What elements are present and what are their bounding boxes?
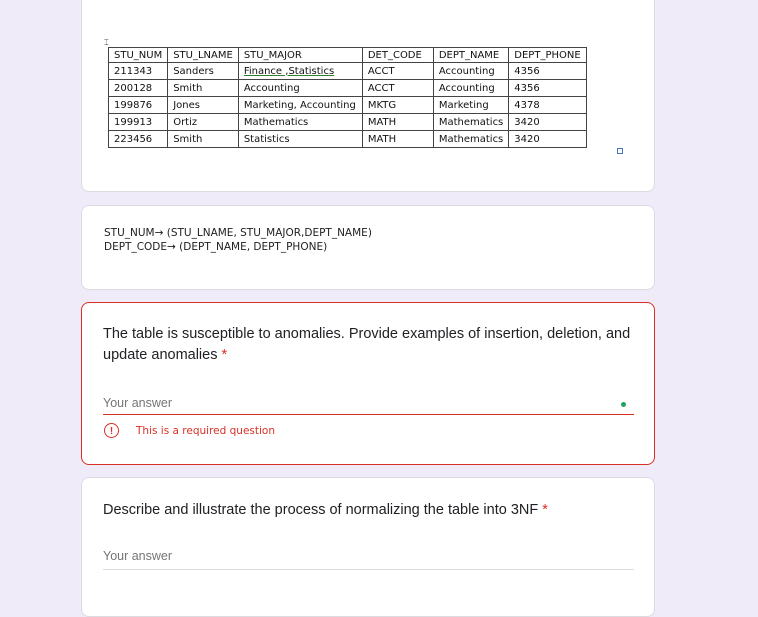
table-cell: Accounting — [433, 63, 508, 80]
dependency-line-1: STU_NUM→ (STU_LNAME, STU_MAJOR,DEPT_NAME) — [104, 227, 372, 239]
table-cell: Smith — [168, 80, 239, 97]
status-dot — [621, 402, 626, 407]
table-cell: 3420 — [509, 131, 586, 148]
col-header: DET_CODE — [362, 48, 433, 63]
table-cell: Mathematics — [433, 131, 508, 148]
table-cell: Mathematics — [238, 114, 362, 131]
table-cell: Finance ,Statistics — [238, 63, 362, 80]
table-cell: ACCT — [362, 63, 433, 80]
question-card-anomalies — [81, 302, 655, 465]
table-cell: 4378 — [509, 97, 586, 114]
table-cell: Smith — [168, 131, 239, 148]
col-header: DEPT_NAME — [433, 48, 508, 63]
table-cell: ACCT — [362, 80, 433, 97]
table-cell: Marketing — [433, 97, 508, 114]
table-cell: 199876 — [109, 97, 168, 114]
table-cell: 200128 — [109, 80, 168, 97]
required-asterisk: * — [221, 347, 228, 363]
table-row — [109, 97, 587, 114]
student-table-image — [108, 47, 587, 148]
table-cell: Jones — [168, 97, 239, 114]
error-message: This is a required question — [136, 425, 275, 437]
question-title — [103, 500, 632, 521]
col-header: STU_NUM — [109, 48, 168, 63]
table-cell: MKTG — [362, 97, 433, 114]
table-cell: 199913 — [109, 114, 168, 131]
answer-underline — [103, 414, 634, 415]
col-header: STU_LNAME — [168, 48, 239, 63]
answer-input[interactable] — [103, 545, 634, 567]
text-cursor-icon: ⌶ — [104, 38, 109, 47]
student-table — [108, 47, 587, 148]
table-cell: Accounting — [238, 80, 362, 97]
table-cell: Sanders — [168, 63, 239, 80]
table-cell: Statistics — [238, 131, 362, 148]
required-asterisk: * — [542, 502, 548, 518]
table-cell: MATH — [362, 114, 433, 131]
table-cell: Marketing, Accounting — [238, 97, 362, 114]
answer-underline — [103, 569, 634, 570]
table-cell: MATH — [362, 131, 433, 148]
table-cell: Accounting — [433, 80, 508, 97]
table-row — [109, 80, 587, 97]
question-text: Describe and illustrate the process of normalizing the table into 3NF — [103, 502, 539, 518]
table-row — [109, 63, 587, 80]
table-row — [109, 131, 587, 148]
answer-input[interactable] — [103, 392, 634, 414]
question-title — [103, 324, 632, 366]
dependencies-card — [81, 205, 655, 290]
table-header-row — [109, 48, 587, 63]
table-cell: 4356 — [509, 63, 586, 80]
col-header: STU_MAJOR — [238, 48, 362, 63]
table-cell: Ortiz — [168, 114, 239, 131]
table-cell: 3420 — [509, 114, 586, 131]
dependency-line-2: DEPT_CODE→ (DEPT_NAME, DEPT_PHONE) — [104, 241, 328, 253]
table-row — [109, 114, 587, 131]
question-text: The table is susceptible to anomalies. Provide examples of insertion, deletion, and update anomalies — [103, 326, 631, 363]
error-icon: ! — [104, 423, 119, 438]
table-cell: 211343 — [109, 63, 168, 80]
table-cell: Mathematics — [433, 114, 508, 131]
question-card-normalization — [81, 477, 655, 617]
table-cell: 223456 — [109, 131, 168, 148]
table-image-card — [81, 0, 655, 192]
image-resize-handle[interactable] — [617, 148, 623, 154]
table-cell: 4356 — [509, 80, 586, 97]
col-header: DEPT_PHONE — [509, 48, 586, 63]
